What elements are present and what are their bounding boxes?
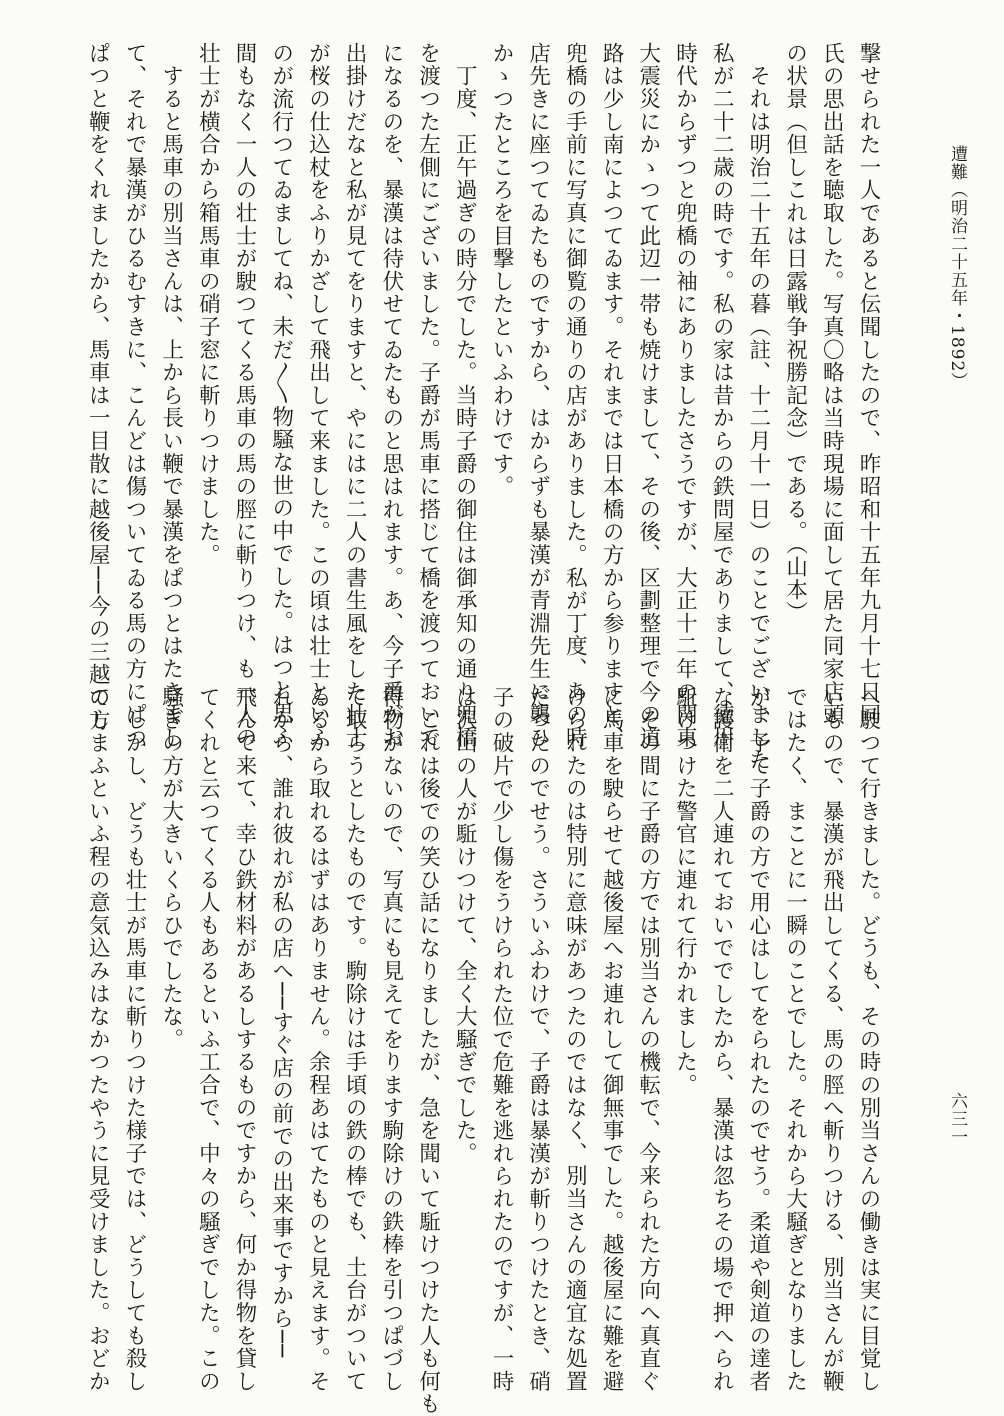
text-line: 兜橋の手前に写真に御覧の通りの店がありました。私が丁度、あの時 (562, 42, 588, 749)
text-line: 時代からずつと兜橋の袖にありましたさうですが、大正十二年の関東 (672, 42, 698, 749)
text-line: な護衛を二人連れておいででしたから、暴漢は忽ちその場で押へられ (709, 686, 735, 1393)
lower-text-block (79, 686, 886, 1416)
text-line: 路は少し南によつてゐます。それまでは日本橋の方から参りますと、 (599, 42, 625, 749)
text-line: 店先きに座つてゐたものですから、はからずも暴漢が青淵先生に襲ひ (525, 42, 551, 749)
page-number: 六三一 (947, 1092, 967, 1146)
text-line: が、予て子爵の方で用心はしてをられたのでせう。柔道や剣道の達者 (745, 686, 771, 1393)
text-line: 壮士が横合から箱馬車の硝子窓に斬りつけました。 (195, 42, 221, 567)
text-line: は沢山の人が駈けつけて、全く大騒ぎでした。 (452, 686, 478, 1165)
text-line: の状景（但しこれは日露戦争祝勝記念）である。（山本） (782, 42, 808, 625)
text-line: が桜の仕込杖をふりかざして飛出して来ました。この頃は壮士といふ (305, 42, 331, 749)
text-line: 私が二十二歳の時です。私の家は昔からの鉄問屋でありまして、徳川 (709, 42, 735, 749)
text-line: てくれと云つてくる人もあるといふ工合で、中々の騒ぎでした。この (195, 686, 221, 1393)
text-line: てしまふといふ程の意気込みはなかつたやうに見受けました。おどか (85, 686, 111, 1393)
text-line: 飛んで来て、幸ひ鉄材料があるしするものですから、何か得物を貸し (232, 686, 258, 1393)
text-line: かゝつたところを目撃したといふわけです。 (488, 42, 514, 498)
text-line: けられたのは特別に意味があつたのではなく、別当さんの適宜な処置 (562, 686, 588, 1393)
upper-text-block (79, 42, 886, 772)
text-line: だつたのでせう。さういふわけで、子爵は暴漢が斬りつけたとき、硝 (525, 686, 551, 1393)
text-line: のが流行つてゐましてね、未だ〳〵物騒な世の中でした。はつと思ふ (268, 42, 294, 748)
text-line: 出掛けだなと私が見てをりますと、やにはに二人の書生風をした壮士 (342, 42, 368, 749)
text-line: それは明治二十五年の暮（註、十二月十一日）のことでございました (745, 42, 771, 772)
text-line: ではたく、まことに一瞬のことでした。それから大騒ぎとなりました (782, 686, 808, 1393)
text-line: これは後での笑ひ話になりましたが、急を聞いて駈けつけた人も何も (415, 686, 441, 1416)
text-line: ぱつと鞭をくれましたから、馬車は一目散に越後屋──今の三越の方 (85, 42, 111, 732)
text-line: 撃せられた一人であると伝聞したので、昨昭和十五年九月十七日同 (856, 42, 881, 726)
text-line: ゐるから取れるはずはありません。余程あはてたものと見えます。そ (305, 686, 331, 1393)
text-line: 丁度、正午過ぎの時分でした。当時子爵の御住は御承知の通り兜橋 (452, 42, 478, 749)
text-line: 間もなく一人の壮士が駛つてくる馬車の馬の脛に斬りつけ、も一人の (232, 42, 258, 749)
text-line: へ駛つて行きました。どうも、その時の別当さんの働きは実に目覚し (856, 686, 881, 1393)
text-line: その間に子爵の方では別当さんの機転で、今来られた方向へ真直ぐ (635, 686, 661, 1393)
text-line: に馬車を駛らせて越後屋へお連れして御無事でした。越後屋に難を避 (599, 686, 625, 1393)
text-line: 大震災にかゝつて此辺一帯も焼けまして、その後、区劃整理で今の道 (635, 42, 661, 749)
text-line: を渡つた左側にございました。子爵が馬車に搭じて橋を渡つておいで (415, 42, 441, 749)
text-line: すると馬車の別当さんは、上から長い鞭で暴漢をぱつとはたきまし (158, 42, 184, 749)
text-line: 得物がないので、写真にも見えてをります駒除けの鉄棒を引つぱづし (378, 686, 404, 1393)
text-line: 駈けつけた警官に連れて行かれました。 (672, 686, 698, 1097)
text-line: て取らうとしたものです。駒除けは手頃の鉄の棒でも、土台がついて (342, 686, 368, 1393)
text-line: 子の破片で少し傷をうけられた位で危難を逃れられたのですが、一時 (488, 686, 514, 1393)
text-line: しかし、どうも壮士が馬車に斬りつけた様子では、どうしても殺し (121, 686, 147, 1393)
text-line: 騒ぎの方が大きいくらひでしたな。 (158, 686, 184, 1051)
text-line: になるのを、暴漢は待伏せてゐたものと思はれます。あ、今子爵がお (378, 42, 404, 749)
running-head: 遭難（明治二十五年・1892） (947, 145, 967, 391)
text-line: いもので、暴漢が飛出してくる、馬の脛へ斬りつける、別当さんが鞭 (819, 686, 845, 1393)
text-line: れから、誰れ彼れが私の店へ──すぐ店の前での出来事ですから── (268, 686, 294, 1359)
text-line: て、それで暴漢がひるむすきに、こんどは傷ついてゐる馬の方にぱつ (121, 42, 147, 749)
text-line: 氏の思出話を聴取した。写真〇略は当時現場に面して居た同家店頭 (819, 42, 845, 726)
